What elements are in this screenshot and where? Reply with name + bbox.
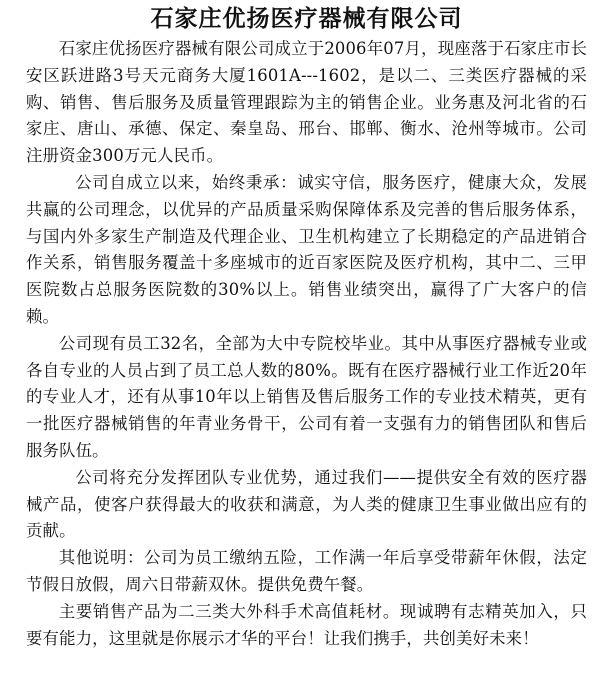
paragraph-recruitment: 主要销售产品为二三类大外科手术高值耗材。现诚聘有志精英加入，只要有能力，这里就是你展示才华的平台！让我们携手，共创美好未来！ <box>26 601 587 648</box>
paragraph-mission: 公司将充分发挥团队专业优势，通过我们——提供安全有效的医疗器械产品，使客户获得最大的收获和满意，为人类的健康卫生事业做出应有的贡献。 <box>26 467 587 541</box>
paragraph-staff: 公司现有员工32名，全部为大中专院校毕业。其中从事医疗器械专业或各自专业的人员占到了员工总人数的80%。既有在医疗器械行业工作近20年的专业人才，还有从事10年以上销售及售后服务工作的专业技术精英，更有一批医疗器械销售的年青业务骨干，公司有着一支强有力的销售团队和售后服务队伍。 <box>26 333 587 460</box>
paragraph-company-intro: 石家庄优扬医疗器械有限公司成立于2006年07月，现座落于石家庄市长安区跃进路3号天元商务大厦1601A---1602，是以二、三类医疗器械的采购、销售、售后服务及质量管理跟踪为主的销售企业。业务惠及河北省的石家庄、唐山、承德、保定、秦皇岛、邢台、邯郸、衡水、沧州等城市。公司注册资金300万元人民币。 <box>26 39 587 166</box>
paragraph-company-philosophy: 公司自成立以来，始终秉承：诚实守信，服务医疗，健康大众，发展共赢的公司理念，以优异的产品质量采购保障体系及完善的售后服务体系，与国内外多家生产制造及代理企业、卫生机构建立了长期稳定的产品进销合作关系，销售服务覆盖十多座城市的近百家医院及医疗机构，其中二、三甲医院数占总服务医院数的30%以上。销售业绩突出，赢得了广大客户的信赖。 <box>26 172 587 326</box>
document-title: 石家庄优扬医疗器械有限公司 <box>150 5 463 32</box>
paragraph-other-notes: 其他说明：公司为员工缴纳五险，工作满一年后享受带薪年休假，法定节假日放假，周六日带薪双休。提供免费午餐。 <box>26 548 587 594</box>
